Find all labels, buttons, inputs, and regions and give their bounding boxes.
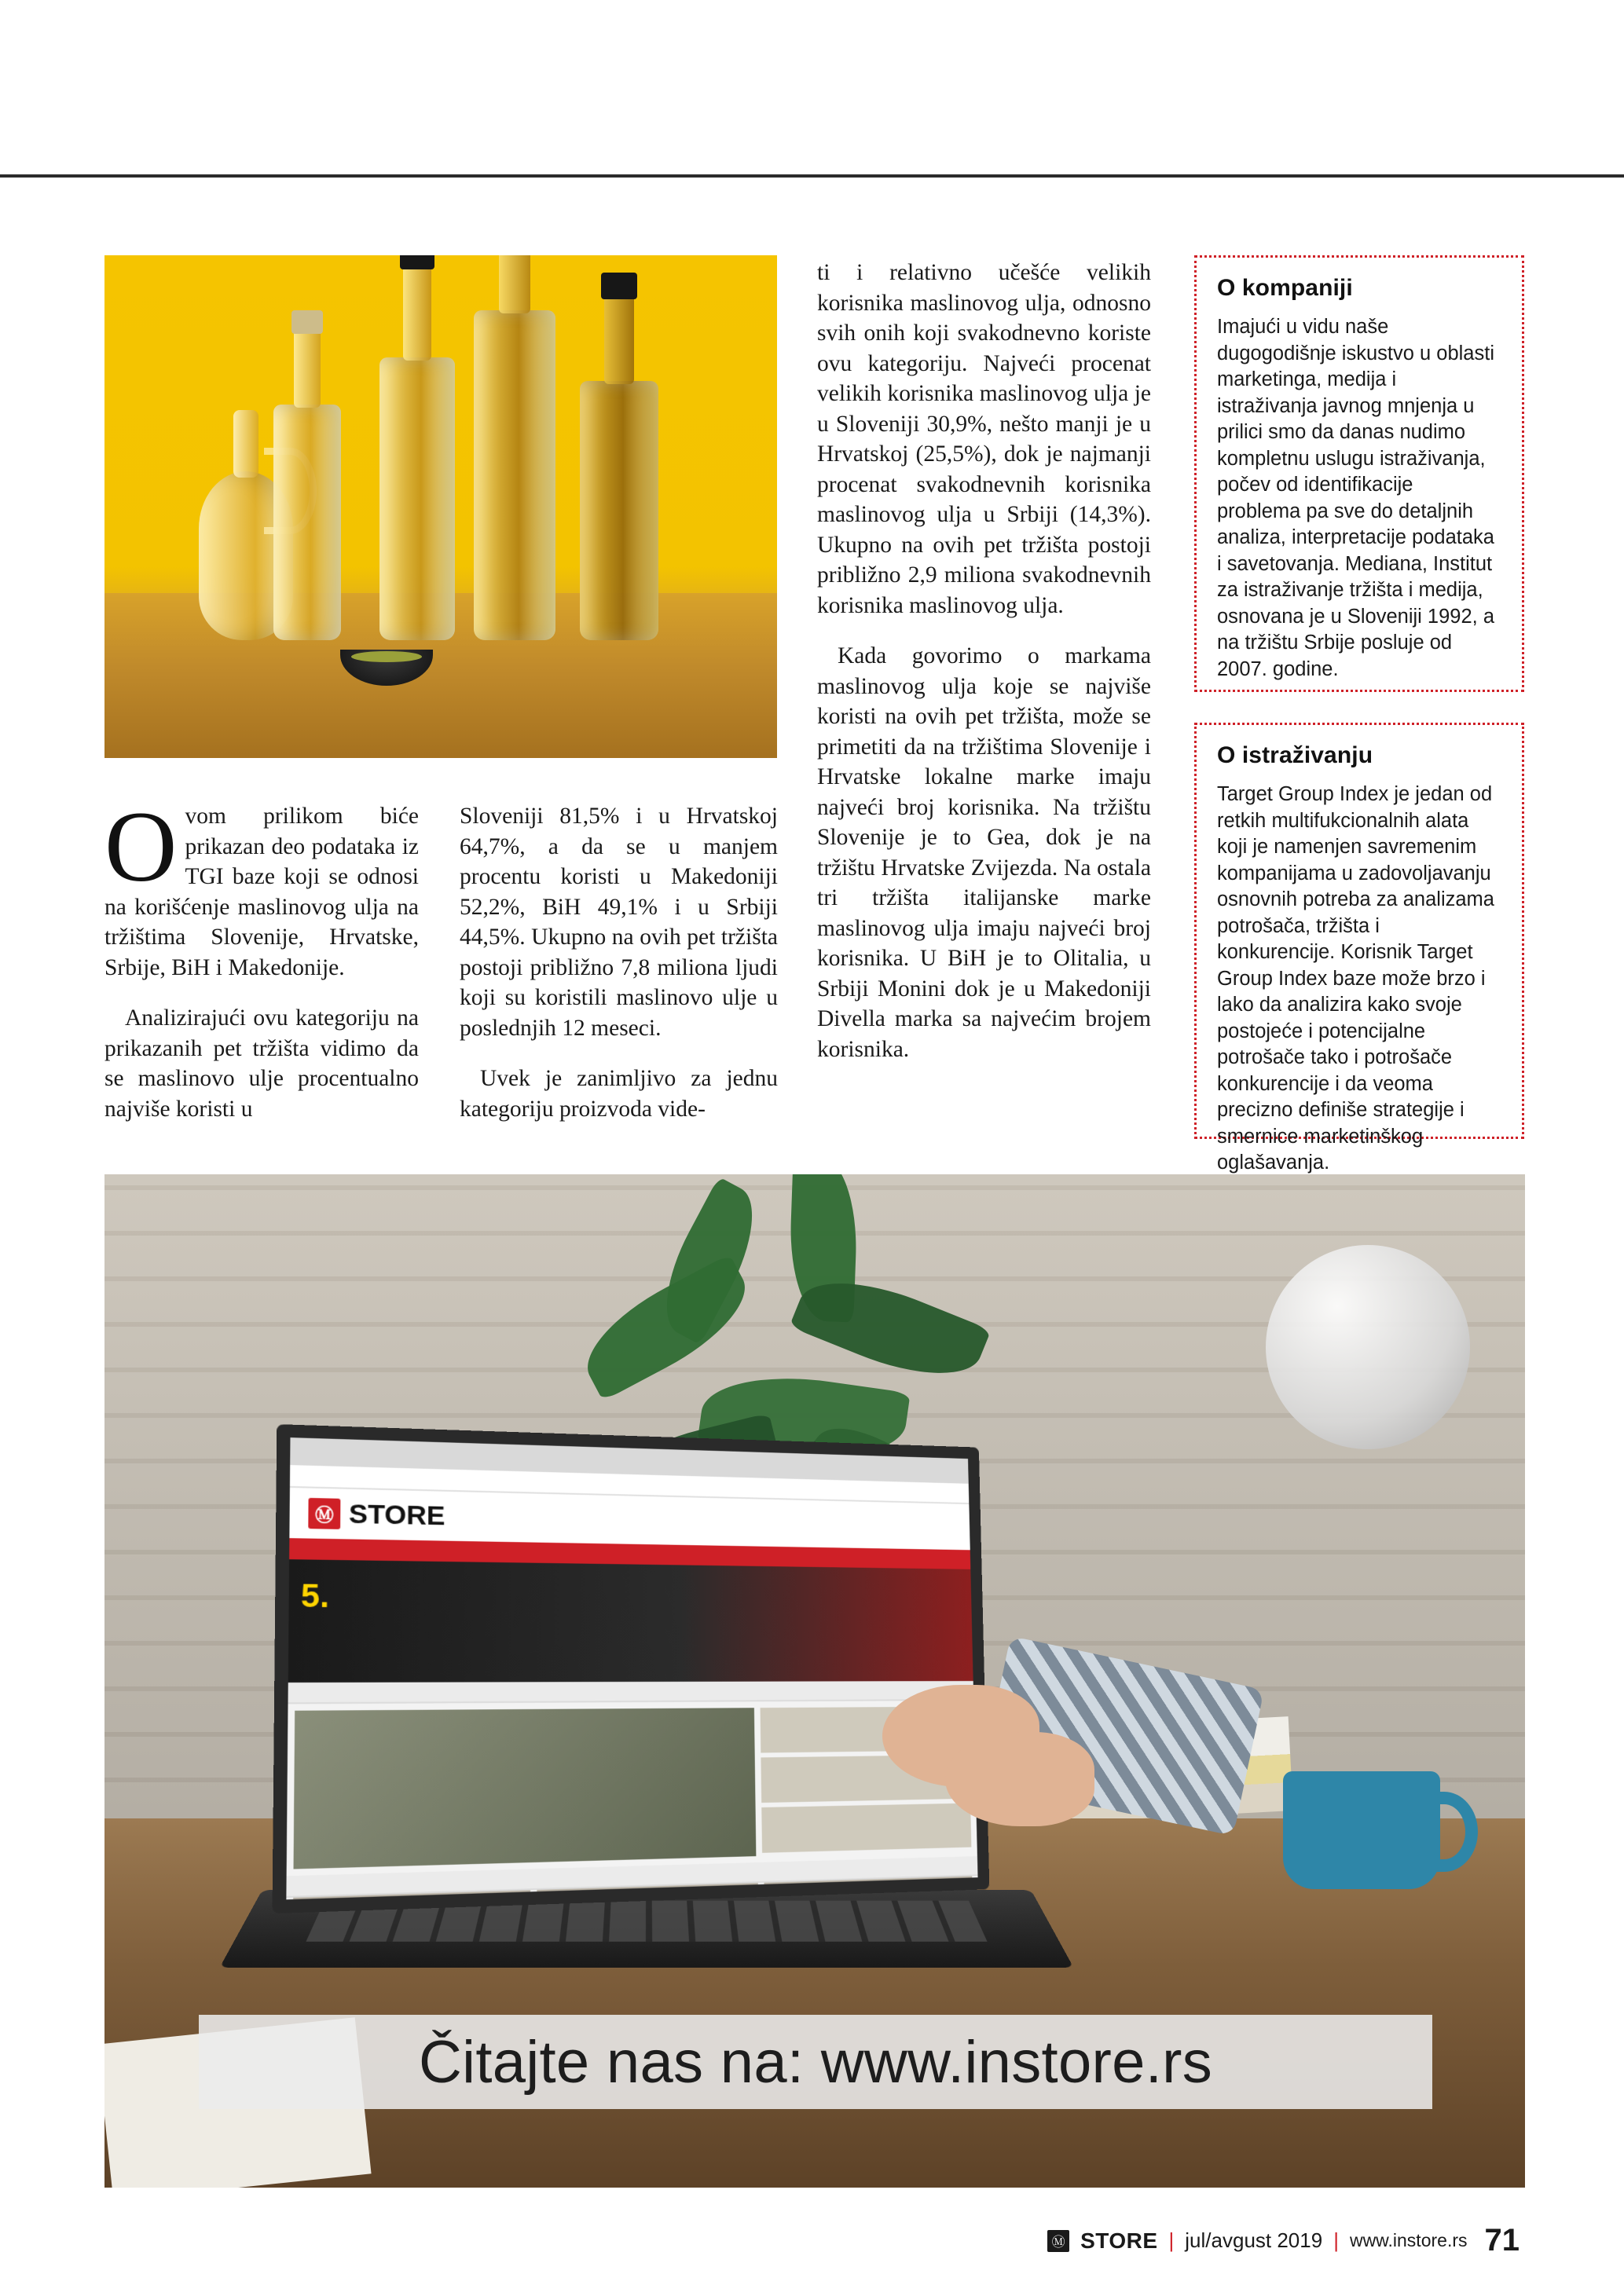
bottle-cap	[400, 255, 434, 269]
article-paragraph: Sloveniji 81,5% i u Hrvatskoj 64,7%, a da se u manjem procentu koristi u Makedoniji 52,2%, BiH 49,1% i u Srbiji 44,5%. Ukupno na ovih pet tržišta postoji približno 7,8 miliona ljudi koji su koristili maslinovo ulje u poslednjih 12 meseci.	[460, 804, 778, 1041]
bottle-neck	[403, 265, 431, 361]
footer-brand: STORE	[1080, 2228, 1158, 2253]
sidebar-title: O kompaniji	[1217, 275, 1353, 301]
website-lead-image	[294, 1708, 757, 1869]
article-paragraph: Kada govorimo o markama maslinovog ulja koje se najviše koristi na ovih pet tržišta, može se primetiti da na tržištima Slovenije i Hrvatske lokalne marke imaju najveći broj korisnika. Na tržištu Slovenije je to Gea, dok je na tržištu Hrvatske Zvijezda. Na ostala tri tržišta italijanske marke maslinovog ulja imaju najveći broj korisnika. U BiH je to Olitalia, u Srbiji Monini dok je u Makedoniji Divella marka sa najvećim brojem korisnika.	[817, 643, 1151, 1062]
carafe-spout	[233, 410, 258, 478]
article-paragraph: Uvek je zanimljivo za jednu kategoriju proizvoda vide-	[460, 1066, 778, 1122]
sidebar-body: Imajući u vidu naše dugogodišnje iskustvo u oblasti marketinga, medija i istraživanja javnog mnjenja u prilici smo da danas nudimo kompletnu uslugu istraživanja, počev od identifikacije problema pa sve do detaljnih analiza, interpretacije podataka i savetovanja. Mediana, Institut za istraživanje tržišta i medija, osnovana je u Sloveniji 1992, a na tržištu Srbije posluje od 2007. godine.	[1217, 316, 1495, 680]
website-promo-banner	[199, 2015, 1432, 2109]
header-rule	[0, 174, 1624, 178]
article-paragraph: Analizirajući ovu kategoriju na prikazanih pet tržišta vidimo da se maslinovo ulje procentualno najviše koristi u	[104, 1005, 419, 1122]
photo-globe	[1266, 1245, 1470, 1449]
footer-separator: |	[1168, 2228, 1175, 2252]
sidebar-title: O istraživanju	[1217, 742, 1373, 768]
olive-oil-photo	[104, 255, 777, 758]
footer-separator: |	[1333, 2228, 1339, 2252]
oil-bottle-4	[580, 381, 658, 640]
article-paragraph: Ovom prilikom biće prikazan deo podataka iz TGI baze koji se odnosi na korišćenje maslinovog ulja na tržištima Slovenije, Hrvatske, Srbije, BiH i Makedonije.	[104, 791, 419, 980]
instore-mark-icon: Ⓜ	[1047, 2230, 1069, 2252]
bottle-neck	[499, 255, 530, 313]
bottle-cap	[601, 273, 637, 299]
oil-bottle-1	[273, 405, 341, 640]
laptop-photo	[104, 1174, 1525, 2188]
drop-cap: O	[104, 791, 178, 903]
bottle-neck	[294, 329, 321, 408]
banner-text: Čitajte nas na: www.instore.rs	[418, 2028, 1213, 2096]
website-hero-banner	[288, 1559, 973, 1683]
article-column-3	[817, 258, 1151, 1064]
footer-website: www.instore.rs	[1349, 2230, 1468, 2250]
page-number: 71	[1484, 2223, 1520, 2258]
hero-badge: 5.	[300, 1578, 330, 1615]
sidebar-body: Target Group Index je jedan od retkih multifukcionalnih alata koji je namenjen savremenim kompanijama u zadovoljavanju osnovnih potreba za analizama potrošača, tržišta i konkurencije. Korisnik Target Group Index baze može brzo i lako da analizira kako svoje postojeće i potencijalne potrošače tako i potrošače konkurencije i da veoma precizno definiše strategije i smernice marketinškog oglašavanja.	[1217, 783, 1494, 1174]
sidebar-o-istrazivanju	[1194, 723, 1524, 1174]
sidebar-o-kompaniji	[1194, 255, 1524, 692]
oil-bottle-3	[474, 310, 555, 640]
article-paragraph: ti i relativno učešće velikih korisnika maslinovog ulja, odnosno svih onih koji svakodnevno koriste ovu kategoriju. Najveći procenat velikih korisnika maslinovog ulja je u Sloveniji 30,9%, nešto manji je u Hrvatskoj (25,5%), dok je najmanji procenat svakodnevnih korisnika maslinovog ulja u Srbiji (14,3%). Ukupno na ovih pet tržišta postoji približno 2,9 miliona svakodnevnih korisnika maslinovog ulja.	[817, 260, 1151, 618]
footer-issue-date: jul/avgust 2019	[1185, 2228, 1323, 2252]
page-footer	[1047, 2223, 1520, 2258]
bottle-cap	[291, 310, 323, 334]
article-column-1	[104, 791, 419, 1124]
website-article-grid	[287, 1701, 977, 1876]
instore-mark-icon: Ⓜ	[308, 1498, 340, 1529]
photo-mug	[1283, 1771, 1440, 1889]
bottle-neck	[604, 295, 634, 384]
website-logo-text: STORE	[348, 1498, 445, 1531]
photo-hands	[874, 1614, 1283, 1873]
article-column-2	[460, 801, 778, 1124]
oil-bottle-2	[379, 357, 455, 640]
